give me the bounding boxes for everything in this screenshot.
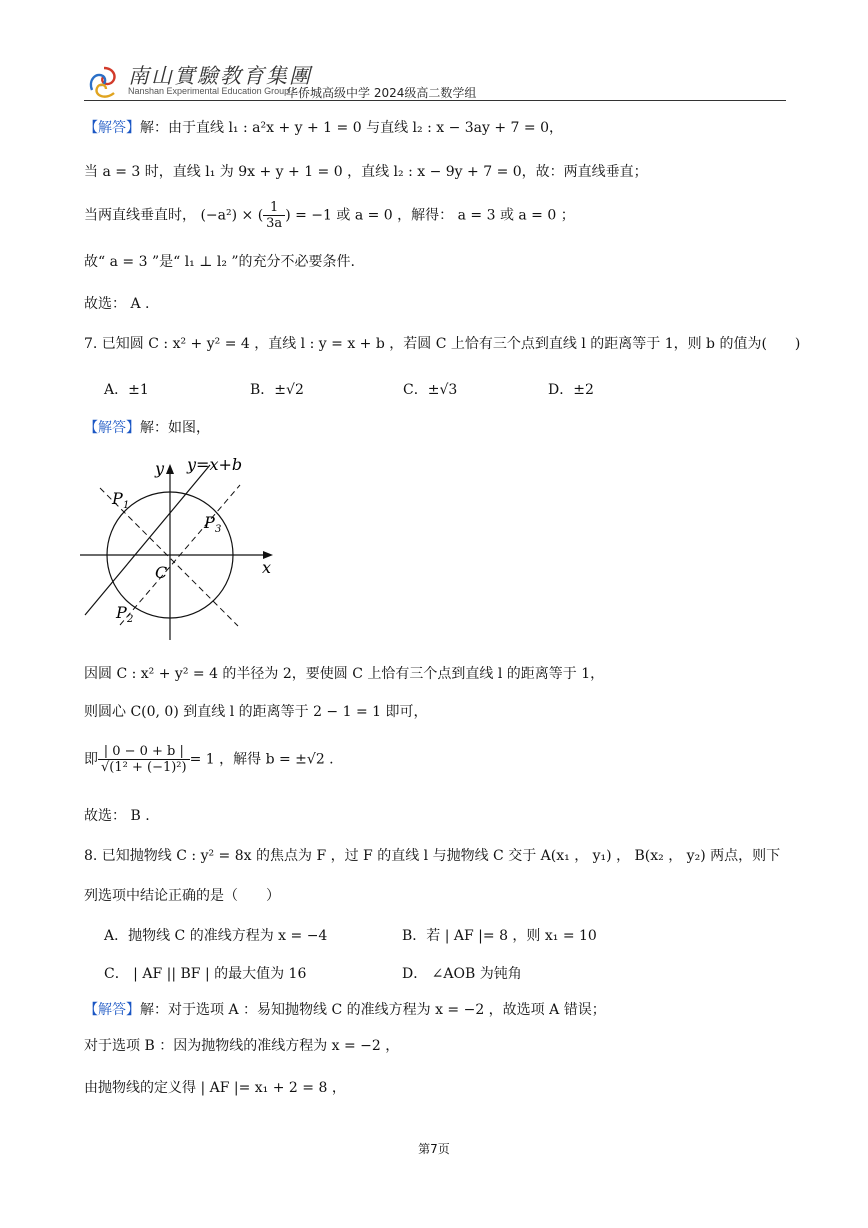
q7-option-c: C．±√3	[403, 382, 458, 398]
solution-text: 即	[84, 751, 98, 768]
q7-option-a: A．±1	[104, 382, 149, 398]
school-logo-icon	[84, 62, 124, 102]
label-p1: P	[112, 489, 123, 508]
q8-option-a: A．抛物线 C 的准线方程为 x = −4	[104, 928, 328, 944]
circle-line-figure	[80, 450, 280, 650]
answer-tag: 【解答】	[84, 420, 140, 436]
label-x: x	[262, 558, 272, 577]
label-p1-sub: 1	[123, 500, 130, 511]
solution-text: = 1 ，解得 b = ±√2 .	[189, 751, 334, 768]
q8-option-b: B．若 | AF |= 8 ，则 x₁ = 10	[402, 928, 597, 944]
page-number: 第7页	[418, 1142, 450, 1156]
question-8-stem: 8. 已知抛物线 C : y² = 8x 的焦点为 F ，过 F 的直线 l 与抛物线 C 交于 A(x₁ ， y₁) ， B(x₂ ， y₂) 两点，则下	[84, 848, 781, 864]
solution-line: 则圆心 C(0, 0) 到直线 l 的距离等于 2 − 1 = 1 即可，	[84, 704, 428, 720]
q7-option-b: B．±√2	[250, 382, 304, 398]
question-7-stem: 7. 已知圆 C : x² + y² = 4 ，直线 l : y = x + b ，若圆 C 上恰有三个点到直线 l 的距离等于 1，则 b 的值为( )	[84, 336, 801, 352]
y-axis-arrow-icon	[166, 464, 174, 474]
solution-line	[84, 744, 334, 775]
logo-text-cn: 南山實驗教育集團	[128, 64, 312, 88]
label-p2: P	[116, 603, 127, 622]
q7-option-d: D．±2	[548, 382, 594, 398]
label-c: C	[155, 563, 168, 582]
solution-line	[84, 118, 563, 138]
solution-text: 解：如图，	[140, 420, 210, 436]
solution-line: 因圆 C : x² + y² = 4 的半径为 2，要使圆 C 上恰有三个点到直线 l 的距离等于 1，	[84, 666, 605, 682]
solution-line	[84, 200, 575, 231]
label-line: y=x+b	[187, 455, 243, 474]
solution-line: 故“ a = 3 ”是“ l₁ ⊥ l₂ ”的充分不必要条件.	[84, 254, 356, 270]
solution-line: 故选： B .	[84, 808, 150, 824]
solution-line: 对于选项 B ：因为抛物线的准线方程为 x = −2 ，	[84, 1038, 400, 1054]
label-y: y	[155, 459, 165, 478]
fraction: $\frac{| 0 - 0 + b |}{\text{√(1² + (−1)²)}}$	[98, 744, 190, 775]
solution-line: 由抛物线的定义得 | AF |= x₁ + 2 = 8 ，	[84, 1080, 346, 1096]
solution-line: 故选： A .	[84, 296, 150, 312]
question-8-stem: 列选项中结论正确的是（ ）	[84, 888, 280, 904]
answer-tag: 【解答】	[84, 120, 140, 136]
label-p2-sub: 2	[127, 614, 134, 625]
solution-text: 当两直线垂直时， (−a²) × (	[84, 207, 264, 224]
answer-tag: 【解答】	[84, 1002, 140, 1018]
q8-option-c: C． | AF || BF | 的最大值为 16	[104, 966, 307, 982]
page-header	[84, 60, 786, 102]
solution-text: 解：由于直线 l₁ : a²x + y + 1 = 0 与直线 l₂ : x − 3ay + 7 = 0，	[140, 120, 564, 136]
label-p3-sub: 3	[215, 524, 222, 535]
solution-line	[84, 418, 210, 438]
solution-text: ) = −1 或 a = 0 ，解得： a = 3 或 a = 0 ；	[285, 207, 575, 224]
school-name: 华侨城高级中学 2024级高二数学组	[286, 86, 477, 100]
solution-line	[84, 1000, 606, 1020]
logo-text-en: Nanshan Experimental Education Group	[128, 86, 290, 96]
q8-option-d: D． ∠AOB 为钝角	[402, 966, 522, 982]
solution-line: 当 a = 3 时，直线 l₁ 为 9x + y + 1 = 0 ，直线 l₂ : x − 9y + 7 = 0，故：两直线垂直；	[84, 164, 648, 180]
header-divider	[84, 100, 786, 101]
solution-text: 解：对于选项 A ：易知抛物线 C 的准线方程为 x = −2 ，故选项 A 错误；	[140, 1002, 606, 1018]
fraction: $\frac{1}{3a}$	[263, 200, 285, 231]
label-p3: P	[204, 513, 215, 532]
